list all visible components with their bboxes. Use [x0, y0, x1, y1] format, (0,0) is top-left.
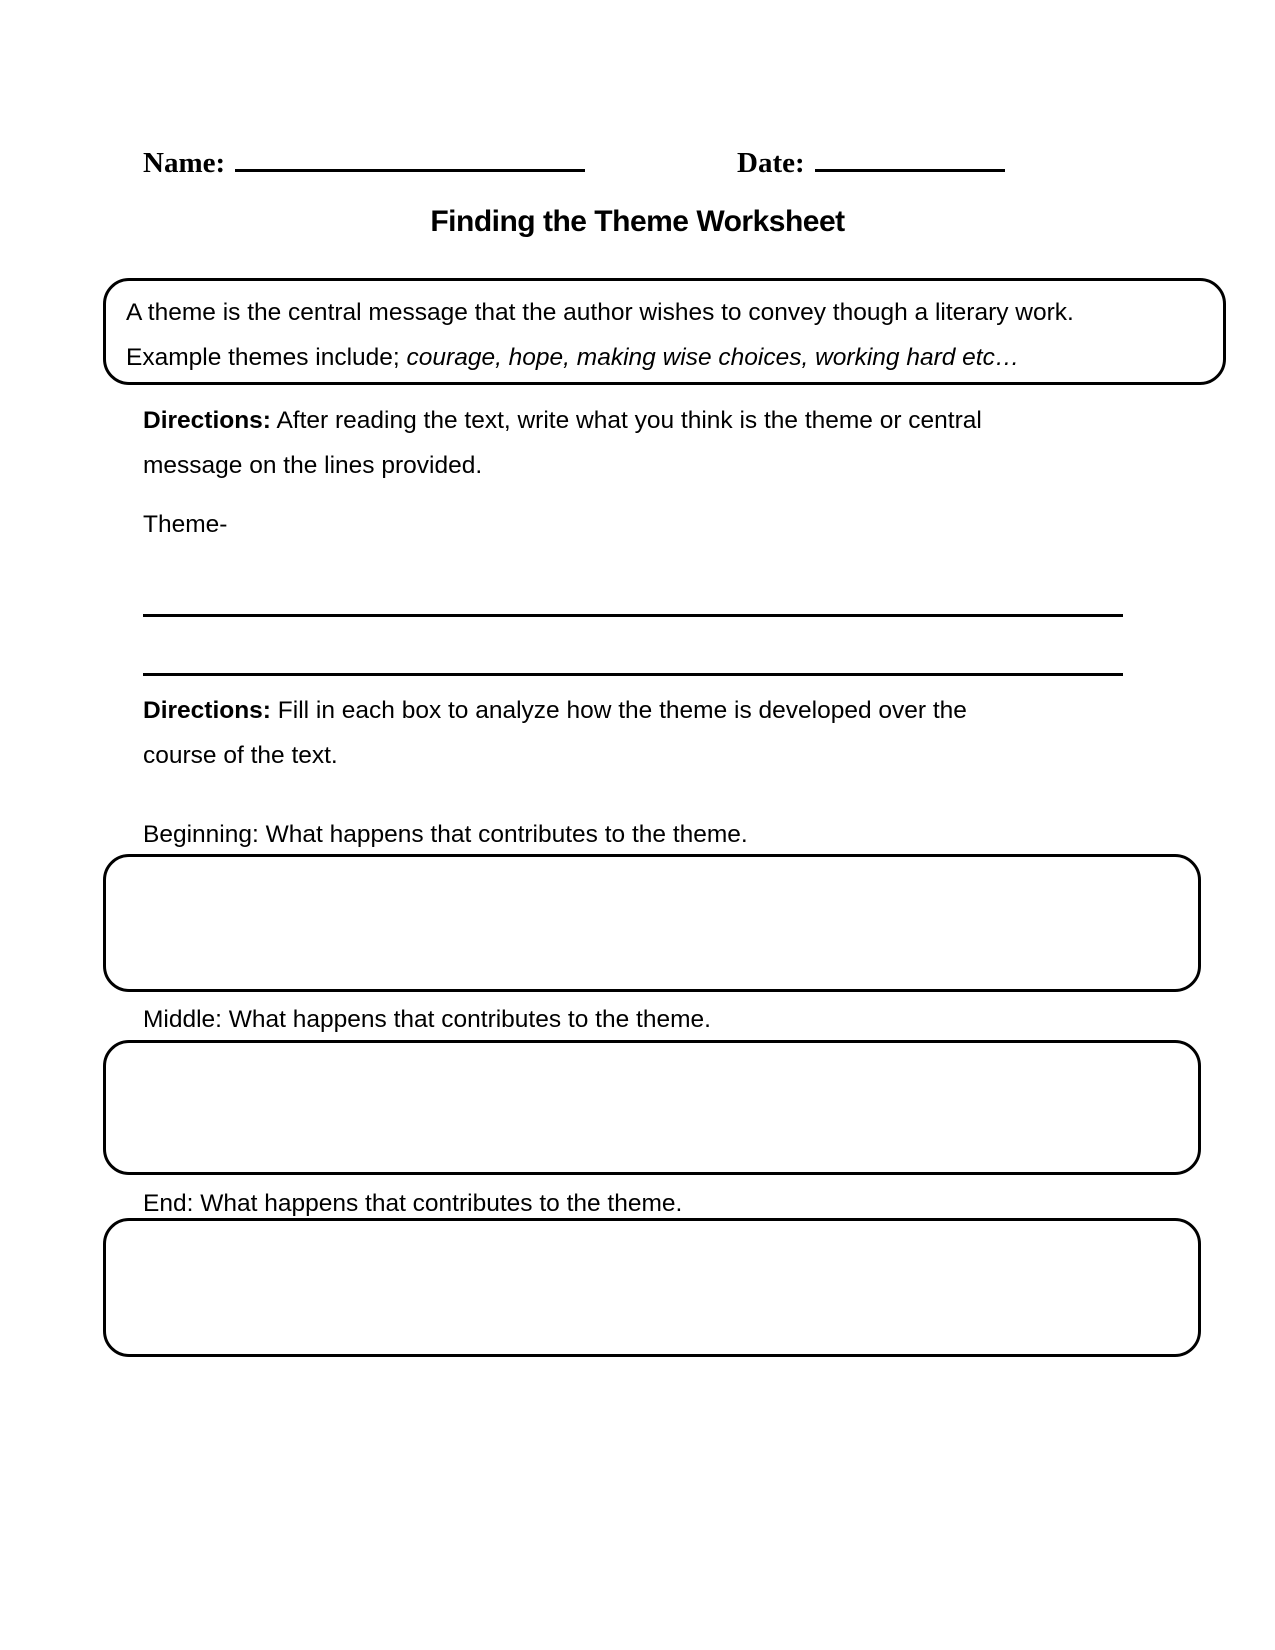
definition-line-2: Example themes include;: [126, 344, 407, 371]
beginning-label: Beginning: What happens that contributes to the theme.: [143, 821, 748, 848]
theme-directions-label: Directions:: [143, 407, 271, 434]
end-label: End: What happens that contributes to the theme.: [143, 1190, 683, 1217]
end-answer-box[interactable]: [103, 1218, 1201, 1357]
beginning-answer-box[interactable]: [103, 854, 1201, 992]
name-blank-line[interactable]: [235, 143, 585, 172]
development-directions: [143, 688, 1033, 778]
date-field: [737, 143, 1005, 180]
definition-examples-italic: courage, hope, making wise choices, working hard etc…: [406, 344, 1020, 371]
name-field: [143, 143, 585, 180]
definition-line-1: A theme is the central message that the author wishes to convey though a literary work.: [126, 299, 1074, 326]
date-blank-line[interactable]: [815, 143, 1005, 172]
middle-label: Middle: What happens that contributes to the theme.: [143, 1006, 711, 1033]
development-directions-label: Directions:: [143, 697, 271, 724]
development-directions-text: Fill in each box to analyze how the theme is developed over the course of the text.: [143, 697, 967, 769]
page-title: Finding the Theme Worksheet: [430, 205, 845, 238]
theme-definition-box: [103, 278, 1226, 385]
theme-definition-text: [106, 281, 1223, 380]
theme-field-label: Theme-: [143, 511, 228, 538]
theme-directions: [143, 398, 1053, 488]
name-label: Name:: [143, 147, 226, 179]
theme-answer-line-1[interactable]: [143, 614, 1123, 617]
date-label: Date:: [737, 147, 805, 179]
middle-answer-box[interactable]: [103, 1040, 1201, 1175]
theme-directions-text: After reading the text, write what you think is the theme or central message on the lines provided.: [143, 407, 982, 479]
theme-answer-line-2[interactable]: [143, 673, 1123, 676]
